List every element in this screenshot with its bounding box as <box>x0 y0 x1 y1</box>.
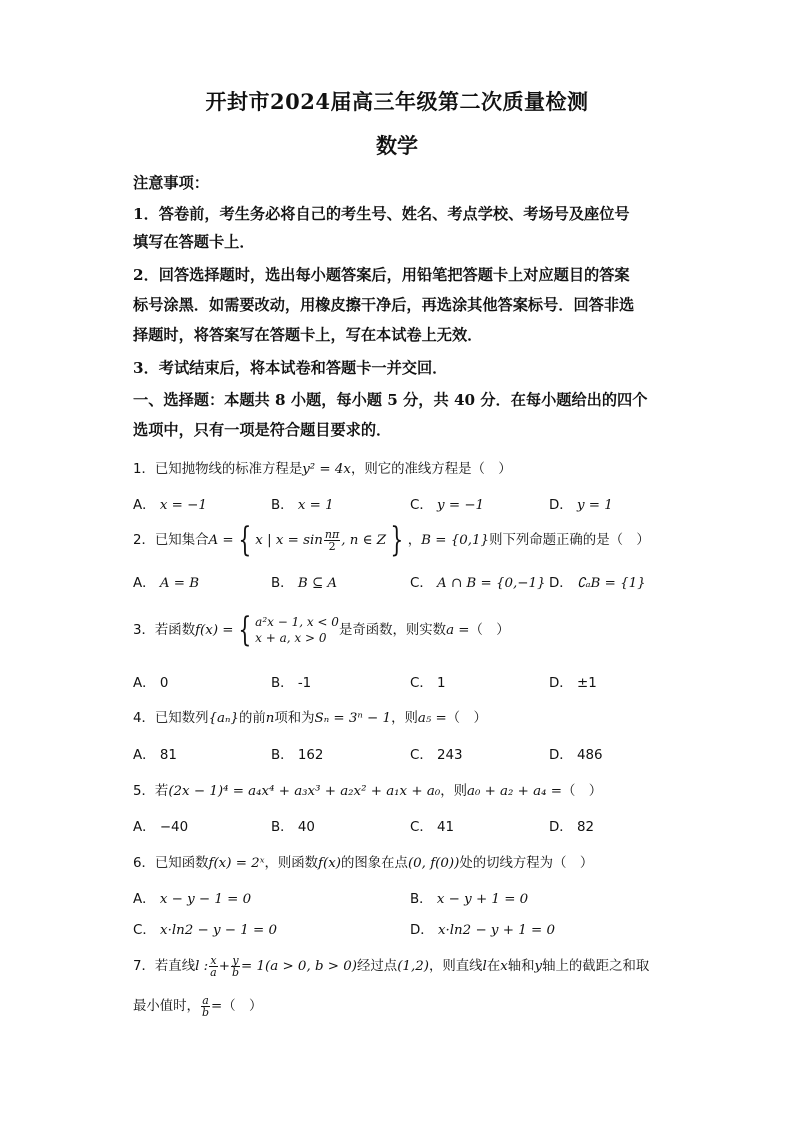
left-brace: { <box>237 520 251 560</box>
q1-option-d[interactable] <box>549 494 613 513</box>
notice-item-3: 3．考试结束后，将本试卷和答题卡一并交回． <box>133 359 448 377</box>
q4-option-c[interactable] <box>410 744 463 763</box>
q4-option-d[interactable] <box>549 744 603 763</box>
q4-option-b[interactable] <box>271 744 323 763</box>
fraction-numerator: y <box>232 953 239 967</box>
option-letter: D． <box>410 923 434 938</box>
left-brace: { <box>237 610 251 650</box>
axis-y: y <box>534 959 543 974</box>
option-value: ∁ₐB = {1} <box>576 576 646 591</box>
q6-option-d[interactable] <box>410 919 555 938</box>
sequence: {aₙ} <box>208 711 239 726</box>
q1-option-a[interactable] <box>133 494 207 513</box>
q5-option-c[interactable] <box>410 816 454 835</box>
option-letter: D． <box>549 576 573 591</box>
option-value: 81 <box>159 748 177 763</box>
option-value: x·ln2 − y − 1 = 0 <box>160 923 278 938</box>
option-value: x − y + 1 = 0 <box>436 892 529 907</box>
option-value: B ⊆ A <box>297 576 338 591</box>
text: ，则 <box>440 784 467 799</box>
fraction-denominator: a <box>210 965 217 979</box>
question-4 <box>133 707 663 726</box>
q3-option-b[interactable] <box>271 672 311 691</box>
question-1-equation: y² = 4x <box>302 462 351 477</box>
function-def: f(x) = 2ˣ <box>208 856 265 871</box>
q2-option-c[interactable] <box>410 572 546 591</box>
option-value: −40 <box>159 820 189 835</box>
case-2: x + a, x > 0 <box>255 631 327 645</box>
question-5-text: 5．若 <box>133 784 169 799</box>
text: ，则 <box>391 711 418 726</box>
option-value: 162 <box>297 748 324 763</box>
answer-blank: （ ） <box>469 623 510 638</box>
notice-item-2: 2．回答选择题时，选出每小题答案后，用铅笔把答题卡上对应题目的答案 <box>133 266 630 284</box>
question-2-prompt: 则下列命题正确的是（ ） <box>489 533 650 548</box>
option-value: 41 <box>437 820 455 835</box>
q1-option-c[interactable] <box>410 494 484 513</box>
set-a-label: A = <box>208 533 234 548</box>
fraction-numerator: x <box>210 953 217 967</box>
option-value: 1 <box>437 676 446 691</box>
option-letter: C． <box>410 676 433 691</box>
text: 的图象在点 <box>340 856 408 871</box>
option-letter: D． <box>549 820 573 835</box>
option-value: x = 1 <box>297 498 334 513</box>
answer-blank: （ ） <box>561 784 603 799</box>
question-7-text: 7．若直线 <box>133 959 196 974</box>
fraction-denominator: 2 <box>328 539 336 553</box>
expansion-equation: (2x − 1)⁴ = a₄x⁴ + a₃x³ + a₂x² + a₁x + a₀ <box>168 784 441 799</box>
q5-option-a[interactable] <box>133 816 188 835</box>
option-value: A = B <box>159 576 200 591</box>
q4-option-a[interactable] <box>133 744 177 763</box>
text: ，则直线 <box>428 959 483 974</box>
question-1 <box>133 458 663 477</box>
q1-option-b[interactable] <box>271 494 334 513</box>
exam-title: 开封市2024届高三年级第二次质量检测 <box>205 89 589 114</box>
function-ref: f(x) <box>318 856 341 871</box>
question-1-prompt: ，则它的准线方程是（ ） <box>350 462 512 477</box>
option-letter: A． <box>133 498 156 513</box>
question-7-prompt: 轴上的截距之和取 <box>542 959 650 974</box>
option-letter: A． <box>133 820 156 835</box>
q5-option-b[interactable] <box>271 816 315 835</box>
q6-option-b[interactable] <box>410 888 528 907</box>
option-value: 82 <box>576 820 595 835</box>
q3-option-c[interactable] <box>410 672 446 691</box>
line-label: l : <box>195 959 209 974</box>
section-1-heading-cont: 选项中，只有一项是符合题目要求的． <box>133 421 392 439</box>
question-4-text: 4．已知数列 <box>133 711 209 726</box>
option-letter: A． <box>133 676 156 691</box>
line-equation-tail: = 1(a > 0, b > 0) <box>241 959 358 974</box>
notice-item-2-cont: 标号涂黑．如需要改动，用橡皮擦干净后，再选涂其他答案标号．回答非选 <box>133 296 635 314</box>
line-ref: l <box>482 959 487 974</box>
question-6-text: 6．已知函数 <box>133 856 209 871</box>
question-2 <box>133 520 663 560</box>
subject-title: 数学 <box>376 133 418 158</box>
case-1: a²x − 1, x < 0 <box>255 615 339 629</box>
function-label: f(x) = <box>195 623 234 638</box>
fraction-x-a <box>209 955 218 978</box>
point: (0, f(0)) <box>407 856 460 871</box>
q2-option-b[interactable] <box>271 572 337 591</box>
coefficient-sum: a₀ + a₂ + a₄ = <box>466 784 562 799</box>
question-7-cont <box>133 990 663 1024</box>
option-letter: C． <box>410 748 433 763</box>
right-brace: } <box>390 520 404 560</box>
option-value: 486 <box>576 748 603 763</box>
option-value: x − y − 1 = 0 <box>159 892 252 907</box>
option-letter: A． <box>133 748 156 763</box>
separator: ， <box>407 533 422 548</box>
option-value: y = 1 <box>576 498 613 513</box>
plus-sign: + <box>218 959 230 974</box>
option-letter: B． <box>271 820 294 835</box>
q2-option-a[interactable] <box>133 572 199 591</box>
text: 轴和 <box>507 959 535 974</box>
text: 经过点 <box>357 959 398 974</box>
option-value: x = −1 <box>159 498 207 513</box>
question-1-text: 1．已知抛物线的标准方程是 <box>133 462 303 477</box>
piecewise-cases <box>255 614 339 646</box>
notice-item-1-cont: 填写在答题卡上． <box>133 233 255 251</box>
term-a5: a₅ = <box>417 711 447 726</box>
question-5 <box>133 780 663 799</box>
equals-sign: = <box>211 999 223 1014</box>
axis-x: x <box>500 959 508 974</box>
option-letter: B． <box>271 576 294 591</box>
option-letter: D． <box>549 676 573 691</box>
point: (1,2) <box>397 959 429 974</box>
question-6 <box>133 852 663 871</box>
set-a-body: x | x = sin <box>255 533 323 548</box>
fraction-denominator: b <box>231 965 239 979</box>
text: ，则函数 <box>264 856 319 871</box>
q6-option-a[interactable] <box>133 888 251 907</box>
option-value: 40 <box>297 820 315 835</box>
option-letter: B． <box>271 676 294 691</box>
fraction-numerator: a <box>202 993 209 1007</box>
notice-item-1: 1．答卷前，考生务必将自己的考生号、姓名、考点学校、考场号及座位号 <box>133 205 630 223</box>
option-letter: B． <box>271 748 294 763</box>
option-value: x·ln2 − y + 1 = 0 <box>437 923 556 938</box>
option-value: -1 <box>297 676 312 691</box>
q2-option-d[interactable] <box>549 572 646 591</box>
option-letter: C． <box>410 820 433 835</box>
q3-option-d[interactable] <box>549 672 597 691</box>
partial-sum: Sₙ = 3ⁿ − 1 <box>314 711 392 726</box>
q6-option-c[interactable] <box>133 919 277 938</box>
option-letter: D． <box>549 498 573 513</box>
question-7-cont-text: 最小值时， <box>133 999 200 1014</box>
option-letter: C． <box>133 923 156 938</box>
section-1-heading: 一、选择题：本题共 8 小题，每小题 5 分，共 40 分．在每小题给出的四个 <box>133 391 648 409</box>
fraction <box>324 529 340 552</box>
option-letter: C． <box>410 498 433 513</box>
answer-blank: （ ） <box>222 999 263 1014</box>
variable-n: n <box>265 711 275 726</box>
question-7 <box>133 950 673 984</box>
set-a-tail: , n ∈ Z <box>341 533 387 548</box>
text: 在 <box>486 959 501 974</box>
option-value: 243 <box>437 748 463 763</box>
option-value: 0 <box>159 676 169 691</box>
option-value: y = −1 <box>437 498 485 513</box>
option-letter: B． <box>271 498 294 513</box>
question-3-prompt: 是奇函数，则实数 <box>338 623 447 638</box>
q3-option-a[interactable] <box>133 672 168 691</box>
option-letter: A． <box>133 576 156 591</box>
question-6-prompt: 处的切线方程为（ ） <box>459 856 594 871</box>
variable: a = <box>446 623 470 638</box>
set-b: B = {0,1} <box>421 533 490 548</box>
notice-item-2-cont2: 择题时，将答案写在答题卡上，写在本试卷上无效． <box>133 326 483 344</box>
question-3-text: 3．若函数 <box>133 623 196 638</box>
option-value: ±1 <box>576 676 597 691</box>
option-value: A ∩ B = {0,−1} <box>437 576 546 591</box>
text: 项和为 <box>274 711 315 726</box>
fraction-a-b <box>201 995 210 1018</box>
question-3 <box>133 612 663 650</box>
question-2-text: 2．已知集合 <box>133 533 209 548</box>
notice-heading: 注意事项： <box>133 174 209 192</box>
answer-blank: （ ） <box>446 711 487 726</box>
option-letter: B． <box>410 892 433 907</box>
fraction-denominator: b <box>201 1005 209 1019</box>
text: 的前 <box>238 711 266 726</box>
option-letter: D． <box>549 748 573 763</box>
q5-option-d[interactable] <box>549 816 594 835</box>
option-letter: A． <box>133 892 156 907</box>
fraction-y-b <box>231 955 240 978</box>
option-letter: C． <box>410 576 433 591</box>
fraction-numerator: nπ <box>324 527 340 541</box>
